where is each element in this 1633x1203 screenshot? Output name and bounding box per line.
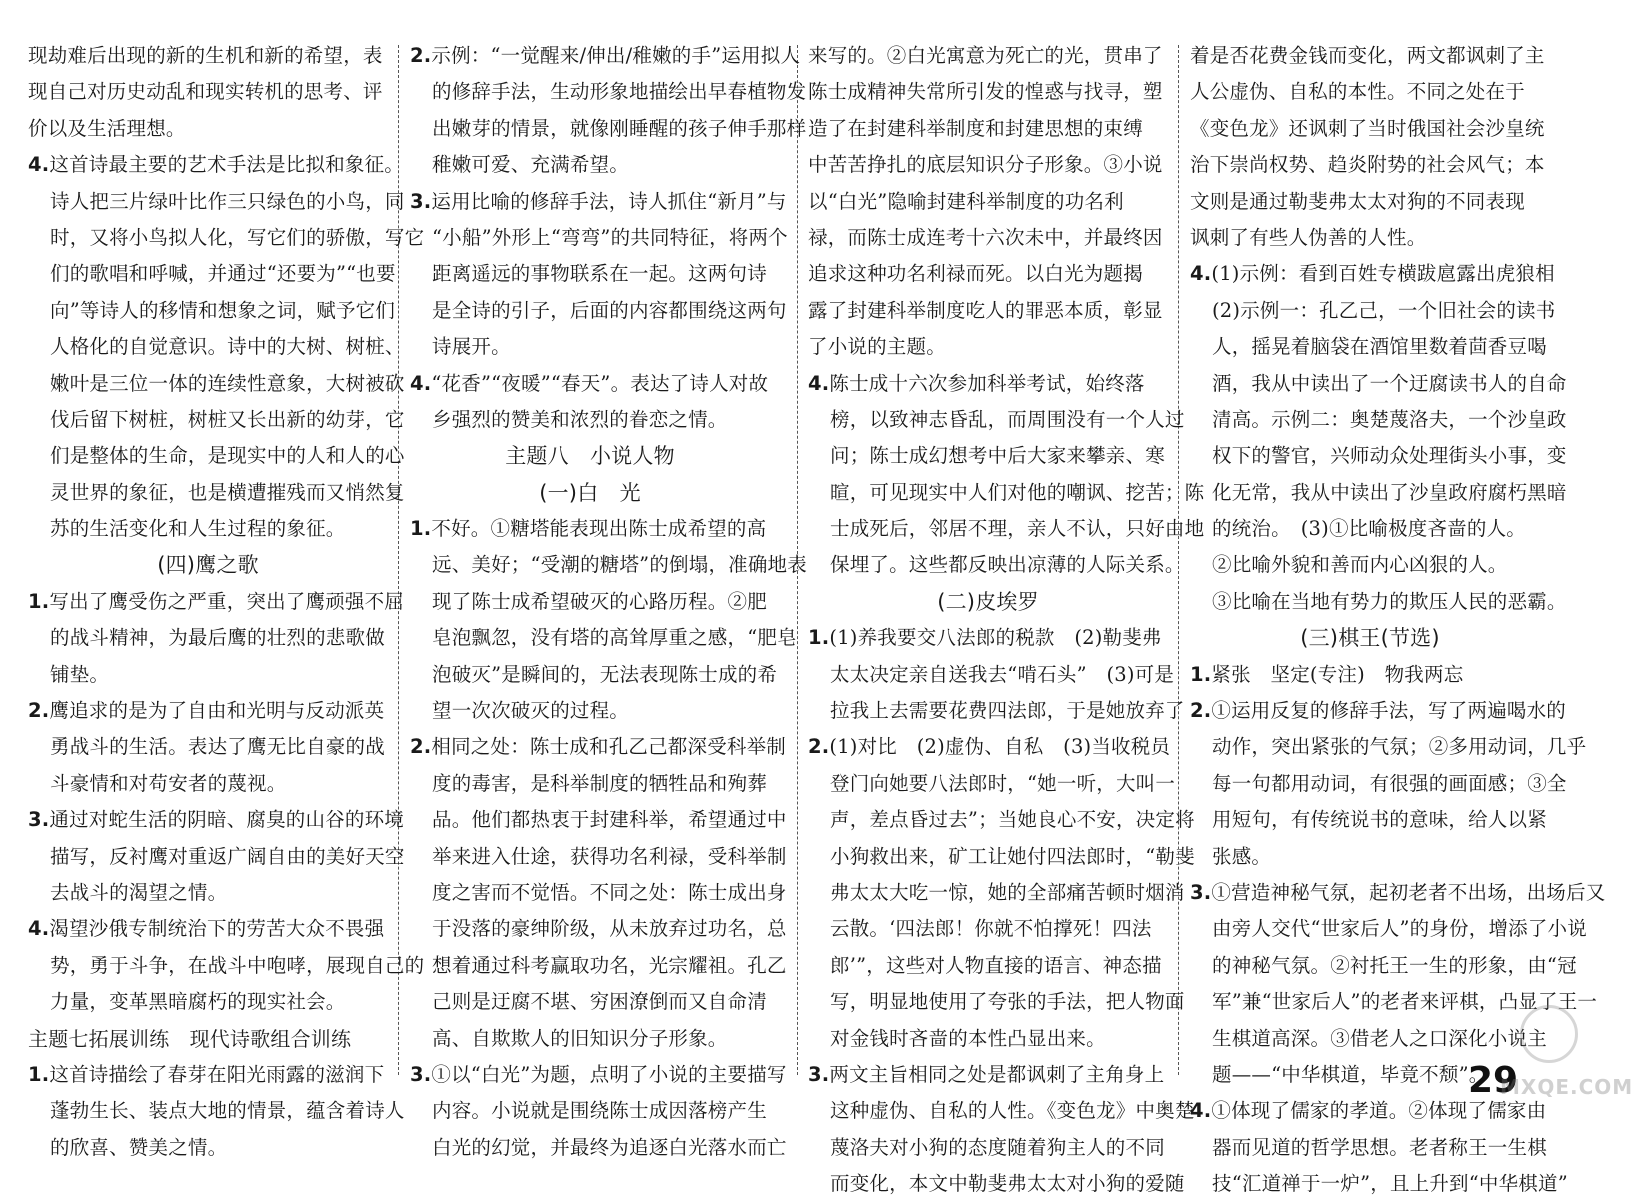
answer-text: 讽刺了有些人伪善的人性。 [1190,225,1427,249]
answer-text: 诗展开。 [432,335,511,359]
answer-line [28,839,405,875]
answer-line [808,184,1168,220]
answer-line [1190,38,1550,74]
section-heading: (一)白 光 [539,480,641,505]
answer-text: 技“汇道禅于一炉”，且上升到“中华棋道” [1212,1172,1568,1196]
answer-text: 鹰追求的是为了自由和光明与反动派英 [49,699,385,723]
answer-text: (1)养我要交八法郎的税款 (2)勒斐弗 [829,626,1162,650]
question-number: 3. [410,189,432,213]
answer-line [28,657,388,693]
answer-line [410,584,770,620]
answer-line [28,984,388,1020]
answer-line [808,547,1185,583]
answer-line [410,1093,770,1129]
question-number: 1. [410,517,432,541]
answer-text: 们是整体的生命，是现实中的人和人的心 [50,444,405,468]
question-number: 2. [1190,699,1212,723]
answer-line [1190,984,1598,1020]
answer-text: 举来进入仕途，获得功名利禄，受科举制 [432,844,787,868]
answer-text: 内容。小说就是围绕陈士成因落榜产生 [432,1099,767,1123]
answer-text: 登门向她要八法郎时，“她一听，大叫一 [830,771,1176,795]
answer-line [410,984,770,1020]
answer-text: 蔑洛夫对小狗的态度随着狗主人的不同 [830,1135,1165,1159]
answer-text: “花香”“夜暖”“春天”。表达了诗人对故 [431,371,769,395]
answer-text: 相同之处：陈士成和孔乙己都深受科举制 [431,735,786,759]
answer-text: 灵世界的象征，也是横遭摧残而又悄然复 [50,480,405,504]
question-number: 4. [1190,262,1212,286]
answer-text: 这种虚伪、自私的人性。《变色龙》中奥楚 [830,1099,1195,1123]
answer-line [410,147,770,183]
answer-text: 士成死后，邻居不理，亲人不认，只好由地 [830,517,1205,541]
answer-text: 军”兼“世家后人”的老者来评棋，凸显了王一 [1212,990,1598,1014]
answer-text: 们的歌唱和呼喊，并通过“还要为”“也要 [50,262,396,286]
answer-line [1190,475,1567,511]
answer-line [808,802,1195,838]
answer-text: 文则是通过勒斐弗太太对狗的不同表现 [1190,189,1525,213]
answer-line [1190,547,1550,583]
answer-line [1190,184,1550,220]
answer-text: 题——“中华棋道，毕竟不颓”。 [1212,1062,1489,1086]
answer-line [1190,802,1550,838]
question-number: 1. [1190,662,1212,686]
answer-text: 现自己对历史动乱和现实转机的思考、评 [28,80,383,104]
answer-line [808,366,1168,402]
answer-line [28,1130,388,1166]
answer-text: 生棋道高深。③借老人之口深化小说主 [1212,1026,1547,1050]
answer-text: ②比喻外貌和善而内心凶狠的人。 [1212,553,1508,577]
answer-line [410,111,807,147]
answer-line [28,729,388,765]
answer-line [410,220,788,256]
answer-line [1190,911,1587,947]
answer-line [28,74,388,110]
answer-text: 势，勇于斗争，在战斗中咆哮，展现自己的 [50,953,425,977]
answer-text: 这首诗最主要的艺术手法是比拟和象征。 [49,153,404,177]
answer-text: 于没落的豪绅阶级，从未放弃过功名，总 [432,917,787,941]
answer-line [1190,1021,1550,1057]
answer-line [1190,839,1550,875]
answer-text: 的修辞手法，生动形象地描绘出早春植物发 [432,80,807,104]
page-number: 29 [1468,1060,1519,1101]
answer-line [28,329,405,365]
answer-text: 向”等诗人的移情和想象之词，赋予它们 [50,298,396,322]
answer-line [1190,1130,1550,1166]
answer-line [808,74,1168,110]
answer-text: 写出了鹰受伤之严重，突出了鹰顽强不屈 [49,589,404,613]
answer-line [410,802,787,838]
answer-line [808,693,1185,729]
watermark-text: MXQE.COM [1500,1075,1633,1099]
answer-text: 泡破灭”是瞬间的，无法表现陈士成的希 [432,662,778,686]
answer-text: 乡强烈的赞美和浓烈的眷恋之情。 [432,407,728,431]
answer-line [808,147,1168,183]
answer-text: 用短句，有传统说书的意味，给人以紧 [1212,808,1547,832]
answer-text: 度的毒害，是科举制度的牺牲品和殉葬 [432,771,767,795]
answer-line [1190,729,1587,765]
answer-text: 力量，变革黑暗腐朽的现实社会。 [50,990,346,1014]
answer-text: 嫩叶是三位一体的连续性意象，大树被砍 [50,371,405,395]
question-number: 2. [410,735,432,759]
answer-text: 榜，以致神志昏乱，而周围没有一个人过 [830,407,1185,431]
answer-line [1190,511,1550,547]
answer-text: 示例：“一觉醒来/伸出/稚嫩的手”运用拟人 [431,44,801,67]
question-number: 4. [1190,1099,1212,1123]
answer-line [28,875,388,911]
answer-text: 描写，反衬鹰对重返广阔自由的美好天空 [50,844,405,868]
answer-text: 清高。示例二：奥楚蔑洛夫，一个沙皇政 [1212,407,1567,431]
answer-line [1190,948,1577,984]
answer-line [808,256,1168,292]
answer-line [808,729,1171,765]
answer-text: ①以“白光”为题，点明了小说的主要描写 [431,1062,787,1086]
answer-line [28,147,404,183]
question-number: 3. [410,1062,432,1086]
answer-text: 勇战斗的生活。表达了鹰无比自豪的战 [50,735,385,759]
text-column-1 [28,38,425,1166]
answer-text: 运用比喻的修辞手法，诗人抓住“新月”与 [431,189,787,213]
answer-text: 云散。‘四法郎！你就不怕撑死！四法 [830,917,1152,941]
answer-text: 蓬勃生长、装点大地的情景，蕴含着诗人 [50,1099,405,1123]
answer-text: 动作，突出紧张的气氛；②多用动词，几乎 [1212,735,1587,759]
text-column-3 [808,38,1205,1203]
answer-text: 苏的生活变化和人生过程的象征。 [50,517,346,541]
answer-line [28,584,404,620]
section-heading: (三)棋王(节选) [1300,626,1440,651]
answer-line [1190,111,1550,147]
answer-text: 写，明显地使用了夸张的手法，把人物面 [830,990,1185,1014]
answer-line [808,839,1195,875]
answer-text: 己则是迂腐不堪、穷困潦倒而又自命清 [432,990,767,1014]
answer-text: 权下的警官，兴师动众处理街头小事，变 [1212,444,1567,468]
answer-line [1190,438,1567,474]
answer-line [1190,693,1566,729]
answer-text: 而变化，本文中勒斐弗太太对小狗的爱随 [830,1172,1185,1196]
answer-text: 望一次次破灭的过程。 [432,699,630,723]
answer-text: 稚嫩可爱、充满希望。 [432,153,630,177]
answer-text: 陈士成精神失常所引发的惶惑与找寻，塑 [808,80,1163,104]
answer-text: 紧张 坚定(专注) 物我两忘 [1211,662,1464,686]
answer-text: 的神秘气氛。②衬托王一生的形象，由“冠 [1212,953,1577,977]
answer-text: 陈士成十六次参加科举考试，始终落 [829,371,1145,395]
answer-text: 治下崇尚权势、趋炎附势的社会风气；本 [1190,153,1545,177]
answer-text: 这首诗描绘了春芽在阳光雨露的滋润下 [49,1062,385,1086]
answer-text: 器而见道的哲学思想。老者称王一生棋 [1212,1135,1547,1159]
answer-line [1190,293,1556,329]
watermark-logo [1520,1005,1578,1063]
answer-text: 由旁人交代“世家后人”的身份，增添了小说 [1212,917,1587,941]
question-number: 4. [410,371,432,395]
answer-text: 造了在封建科举制度和封建思想的束缚 [808,116,1143,140]
answer-line [28,111,388,147]
answer-text: ③比喻在当地有势力的欺压人民的恶霸。 [1212,589,1567,613]
answer-line [28,802,404,838]
answer-text: 着是否花费金钱而变化，两文都讽刺了主 [1190,44,1545,67]
section-heading: 主题八 小说人物 [505,444,675,469]
answer-text: 高、自欺欺人的旧知识分子形象。 [432,1026,728,1050]
answer-text: 去战斗的渴望之情。 [50,880,228,904]
answer-line [28,438,405,474]
answer-text: 现劫难后出现的新的生机和新的希望，表 [28,44,383,67]
answer-text: 的战斗精神，为最后鹰的壮烈的悲歌做 [50,626,385,650]
answer-text: 化无常，我从中读出了沙皇政府腐朽黑暗 [1212,480,1567,504]
answer-line [410,547,807,583]
answer-text: 人公虚伪、自私的本性。不同之处在于 [1190,80,1525,104]
answer-line [28,1093,405,1129]
answer-line [410,693,770,729]
answer-line [808,475,1205,511]
answer-text: 酒，我从中读出了一个迂腐读书人的自命 [1212,371,1567,395]
answer-line [28,511,388,547]
question-number: 1. [808,626,830,650]
answer-line [410,402,770,438]
answer-line [28,293,396,329]
answer-text: 《变色龙》还讽刺了当时俄国社会沙皇统 [1190,116,1545,140]
answer-line [28,184,405,220]
answer-line [1190,256,1555,292]
answer-text: 露了封建科举制度吃人的罪恶本质，彰显 [808,298,1163,322]
answer-text: 价以及生活理想。 [28,116,186,140]
question-number: 2. [28,699,50,723]
answer-line [808,220,1168,256]
answer-line [410,1021,770,1057]
section-heading: (四)鹰之歌 [157,553,259,578]
answer-text: 白光的幻觉，并最终为追逐白光落水而亡 [432,1135,787,1159]
answer-text: 度之害而不觉悟。不同之处：陈士成出身 [432,880,787,904]
answer-text: 问；陈士成幻想考中后大家来攀亲、寒 [830,444,1165,468]
answer-line [410,256,770,292]
answer-line [808,875,1185,911]
answer-line [410,911,787,947]
answer-line [410,38,801,74]
answer-text: 来写的。②白光寓意为死亡的光，贯串了 [808,44,1163,67]
answer-line [410,293,787,329]
answer-line [410,511,770,547]
answer-line [808,329,1168,365]
answer-line [410,766,770,802]
answer-text: ①体现了儒家的孝道。②体现了儒家由 [1211,1099,1547,1123]
question-number: 3. [28,808,50,832]
answer-text: 以“白光”隐喻封建科举制度的功名利 [808,189,1124,213]
answer-line [1190,657,1550,693]
answer-text: ①运用反复的修辞手法，写了两遍喝水的 [1211,699,1566,723]
answer-line [28,475,405,511]
answer-line [28,766,388,802]
answer-text: 太太决定亲自送我去“啃石头” (3)可是 [830,662,1175,686]
section-heading: 主题七拓展训练 现代诗歌组合训练 [28,1026,352,1051]
answer-line [410,620,797,656]
answer-text: 渴望沙俄专制统治下的劳苦大众不畏强 [49,917,385,941]
answer-line [1190,875,1606,911]
answer-text: 出嫩芽的情景，就像刚睡醒的孩子伸手那样 [432,116,807,140]
answer-text: 追求这种功名利禄而死。以白光为题揭 [808,262,1143,286]
answer-line [410,729,786,765]
answer-text: “小船”外形上“弯弯”的共同特征，将两个 [432,225,788,249]
answer-line [808,984,1185,1020]
answer-text: 诗人把三片绿叶比作三只绿色的小鸟，同 [50,189,405,213]
answer-line [28,948,425,984]
answer-line [410,948,787,984]
answer-line [808,1021,1168,1057]
answer-line [28,38,388,74]
question-number: 3. [1190,880,1212,904]
answer-text: 斗豪情和对苟安者的蔑视。 [50,771,287,795]
answer-line [410,184,787,220]
question-number: 1. [28,1062,50,1086]
question-number: 3. [808,1062,830,1086]
answer-text: (2)示例一：孔乙己，一个旧社会的读书 [1212,298,1556,322]
answer-line [410,875,787,911]
answer-line [808,766,1176,802]
answer-text: 铺垫。 [50,662,110,686]
answer-text: 是全诗的引子，后面的内容都围绕这两句 [432,298,787,322]
answer-line [410,657,778,693]
answer-text: (1)示例：看到百姓专横跋扈露出虎狼相 [1211,262,1555,286]
answer-line [410,74,807,110]
question-number: 2. [808,735,830,759]
answer-text: 通过对蛇生活的阴暗、腐臭的山谷的环境 [49,808,404,832]
answer-text: 品。他们都热衷于封建科举，希望通过中 [432,808,787,832]
question-number: 4. [808,371,830,395]
answer-text: 人格化的自觉意识。诗中的大树、树桩、 [50,335,405,359]
answer-line [410,1130,787,1166]
answer-line [28,620,388,656]
question-number: 4. [28,917,50,941]
answer-line [808,293,1168,329]
answer-line [808,1057,1168,1093]
question-number: 1. [28,589,50,613]
text-column-2 [410,38,807,1166]
answer-line [1190,1166,1568,1202]
answer-line [808,1166,1185,1202]
answer-text: 郎’”，这些对人物直接的语言、神态描 [830,953,1162,977]
answer-text: 了小说的主题。 [808,335,946,359]
answer-text: 伐后留下树桩，树桩又长出新的幼芽，它 [50,407,405,431]
answer-line [808,511,1205,547]
answer-line [808,438,1168,474]
answer-text: ①营造神秘气氛，起初老者不出场，出场后又 [1211,880,1606,904]
answer-line [410,839,787,875]
answer-line [1190,766,1567,802]
answer-line [410,1057,787,1093]
answer-text: 的统治。 (3)①比喻极度吝啬的人。 [1212,517,1526,541]
answer-text: 不好。①糖塔能表现出陈士成希望的高 [431,517,767,541]
answer-line [28,256,396,292]
answer-line [28,693,388,729]
answer-line [28,366,405,402]
answer-text: 禄，而陈士成连考十六次未中，并最终因 [808,225,1163,249]
answer-line [1190,74,1550,110]
answer-line [410,366,770,402]
answer-text: 距离遥远的事物联系在一起。这两句诗 [432,262,767,286]
answer-line [808,620,1168,656]
answer-line [808,911,1168,947]
answer-text: 两文主旨相同之处是都讽刺了主角身上 [829,1062,1165,1086]
answer-text: 暄，可见现实中人们对他的嘲讽、挖苦；陈 [830,480,1205,504]
answer-line [808,1093,1195,1129]
answer-text: 中苦苦挣扎的底层知识分子形象。③小说 [808,153,1163,177]
answer-line [1190,366,1567,402]
answer-text: 现了陈士成希望破灭的心路历程。②肥 [432,589,767,613]
answer-text: (1)对比 (2)虚伪、自私 (3)当收税员 [829,735,1171,759]
answer-line [808,948,1168,984]
answer-text: 人，摇晃着脑袋在酒馆里数着茴香豆喝 [1212,335,1547,359]
answer-text: 对金钱时吝啬的本性凸显出来。 [830,1026,1106,1050]
answer-line [28,911,388,947]
answer-line [808,402,1185,438]
answer-line [1190,147,1550,183]
section-heading: (二)皮埃罗 [937,589,1039,614]
answer-line [28,402,405,438]
answer-line [808,38,1168,74]
answer-line [1190,220,1550,256]
question-number: 2. [410,44,432,67]
answer-line [1190,329,1550,365]
answer-text: 弗太太大吃一惊，她的全部痛苦顿时烟消 [830,880,1185,904]
answer-line [808,111,1168,147]
answer-line [1190,584,1567,620]
answer-text: 保埋了。这些都反映出凉薄的人际关系。 [830,553,1185,577]
answer-line [808,1130,1168,1166]
answer-line [410,329,770,365]
answer-text: 时，又将小鸟拟人化，写它们的骄傲，写它 [50,225,425,249]
answer-line [28,220,425,256]
answer-text: 张感。 [1212,844,1272,868]
answer-text: 拉我上去需要花费四法郎，于是她放弃了 [830,699,1185,723]
answer-text: 小狗救出来，矿工让她付四法郎时，“勒斐 [830,844,1195,868]
answer-text: 想着通过科考赢取功名，光宗耀祖。孔乙 [432,953,787,977]
answer-line [808,657,1175,693]
question-number: 4. [28,153,50,177]
answer-text: 每一句都用动词，有很强的画面感；③全 [1212,771,1567,795]
answer-line [28,1057,388,1093]
answer-line [1190,402,1567,438]
answer-text: 声，差点昏过去”；当她良心不安，决定将 [830,808,1195,832]
answer-text: 的欣喜、赞美之情。 [50,1135,228,1159]
answer-text: 皂泡飘忽，没有塔的高耸厚重之感，“肥皂 [432,626,797,650]
answer-text: 远、美好；“受潮的糖塔”的倒塌，准确地表 [432,553,807,577]
